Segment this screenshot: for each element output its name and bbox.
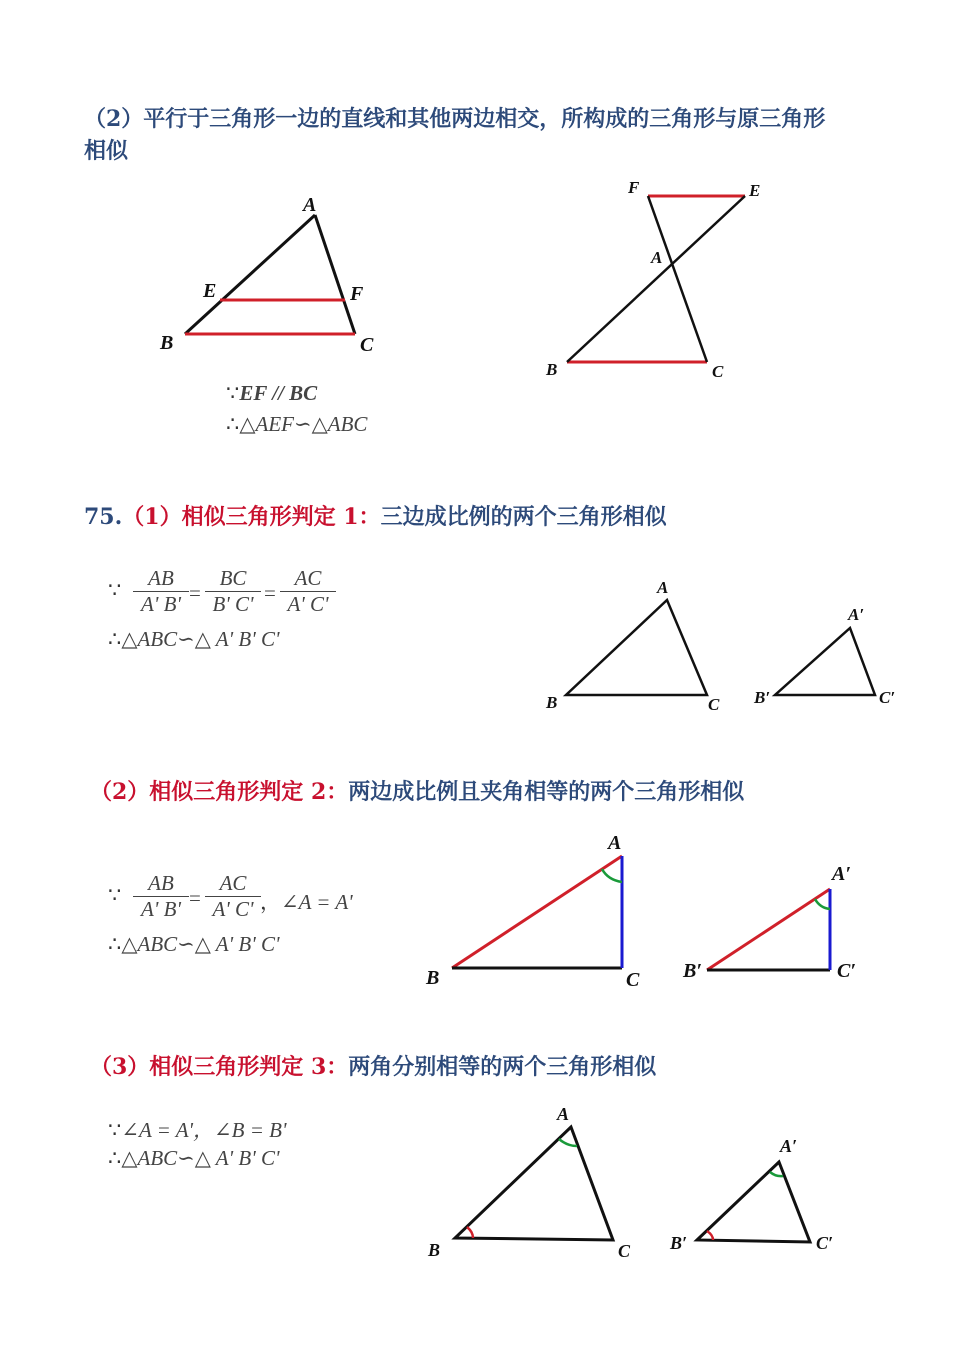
parallel-heading-line2: 相似 — [84, 138, 129, 164]
angle-arc-a-prime — [770, 1172, 783, 1176]
fraction-denominator: A' B' — [133, 591, 189, 617]
label-c-prime: C′ — [816, 1233, 834, 1253]
fraction-denominator: A' C' — [280, 591, 336, 617]
fraction-numerator: AC — [294, 566, 322, 590]
fraction-bc — [205, 566, 261, 617]
fraction-denominator: A' B' — [133, 896, 189, 922]
conclusion-text: △ABC∽△ A' B' C' — [121, 1146, 280, 1170]
aa-heading-blue: 两角分别相等的两个三角形相似 — [348, 1054, 657, 1080]
label-c-prime: C′ — [879, 688, 896, 707]
label-b: B — [160, 332, 174, 354]
label-a: A — [651, 248, 663, 267]
side-ab — [452, 856, 622, 968]
label-c: C — [712, 362, 724, 381]
label-b: B — [428, 1240, 441, 1260]
fraction-numerator: AC — [219, 871, 247, 895]
label-a-prime: A′ — [832, 863, 851, 885]
parallel-conclusion — [226, 412, 367, 437]
label-a: A — [303, 194, 317, 216]
therefore-symbol: ∴ — [108, 1146, 122, 1170]
because-symbol: ∵ — [108, 883, 122, 907]
equals-sign: = — [189, 886, 201, 910]
sss-heading-red: （1）相似三角形判定 1： — [122, 504, 381, 530]
aa-heading — [90, 1052, 656, 1082]
label-c: C — [618, 1241, 631, 1261]
label-a-prime: A′ — [848, 605, 865, 624]
label-b-prime: B′ — [683, 960, 702, 982]
angle-arc-a-prime — [815, 899, 830, 909]
parallel-heading-line1: （2）平行于三角形一边的直线和其他两边相交，所构成的三角形与原三角形 — [84, 106, 826, 132]
sas-heading — [90, 777, 744, 807]
triangle-a1b1c1 — [697, 1162, 810, 1242]
sss-heading-blue: 三边成比例的两个三角形相似 — [380, 504, 667, 530]
side-a1b1 — [707, 889, 830, 970]
item-number: 75. — [84, 504, 123, 530]
triangle-abc — [455, 1127, 613, 1240]
angle-condition — [260, 886, 353, 916]
condition-text: ∠A = A'，∠B = B' — [121, 1118, 287, 1142]
label-c: C — [626, 969, 640, 991]
figure-parallel-crossed — [540, 175, 780, 385]
label-c: C — [708, 695, 720, 714]
sss-heading — [84, 502, 667, 532]
label-c: C — [360, 334, 374, 356]
triangle-abc — [566, 600, 707, 695]
label-f: F — [628, 178, 640, 197]
conclusion-text: △ABC∽△ A' B' C' — [121, 932, 280, 956]
figure-aa — [420, 1095, 860, 1265]
label-a: A — [657, 578, 669, 597]
fraction-numerator: BC — [219, 566, 247, 590]
angle-arc-b — [467, 1227, 473, 1238]
given-text: EF // BC — [239, 381, 318, 405]
label-b: B — [546, 360, 558, 379]
therefore-symbol: ∴ — [108, 932, 122, 956]
label-e: E — [203, 280, 217, 302]
side-ac — [315, 215, 355, 334]
angle-arc-b-prime — [707, 1231, 713, 1240]
label-a: A — [608, 832, 622, 854]
aa-conclusion — [108, 1146, 279, 1171]
fraction-denominator: A' C' — [205, 896, 261, 922]
because-symbol: ∵ — [108, 578, 122, 602]
label-b: B — [546, 693, 558, 712]
label-b-prime: B′ — [754, 688, 771, 707]
conclusion-text: △ABC∽△ A' B' C' — [121, 627, 280, 651]
sas-heading-blue: 两边成比例且夹角相等的两个三角形相似 — [348, 779, 745, 805]
because-symbol: ∵ — [108, 1118, 122, 1142]
sas-conclusion — [108, 932, 279, 957]
fraction-ac — [280, 566, 336, 617]
aa-condition — [108, 1114, 286, 1144]
side-ab — [185, 215, 315, 334]
equals-sign: = — [189, 581, 201, 605]
label-b: B — [426, 967, 440, 989]
angle-condition-text: ∠A = A' — [281, 890, 353, 914]
fraction-numerator: AB — [148, 566, 174, 590]
figure-sss — [540, 575, 910, 720]
sss-conclusion — [108, 627, 279, 652]
therefore-symbol: ∴ — [108, 627, 122, 651]
conclusion-text: △AEF∽△ABC — [239, 412, 368, 436]
angle-arc-a — [602, 869, 622, 882]
because-symbol: ∵ — [226, 381, 240, 405]
parallel-given — [226, 381, 317, 406]
label-f: F — [350, 283, 364, 305]
equals-sign: = — [264, 581, 276, 605]
therefore-symbol: ∴ — [226, 412, 240, 436]
label-a-prime: A′ — [780, 1136, 798, 1156]
label-b-prime: B′ — [670, 1233, 688, 1253]
label-c-prime: C′ — [837, 960, 856, 982]
figure-sas — [420, 825, 870, 995]
sas-heading-red: （2）相似三角形判定 2： — [90, 779, 349, 805]
fraction-denominator: B' C' — [205, 591, 261, 617]
label-e: E — [749, 181, 761, 200]
fraction-numerator: AB — [148, 871, 174, 895]
figure-parallel-inside — [150, 185, 400, 360]
fraction-ab — [133, 566, 189, 617]
fraction-ac — [205, 871, 261, 922]
fraction-ab — [133, 871, 189, 922]
comma: ， — [260, 890, 281, 914]
triangle-a1b1c1 — [775, 628, 875, 695]
aa-heading-red: （3）相似三角形判定 3： — [90, 1054, 349, 1080]
label-a: A — [557, 1104, 570, 1124]
